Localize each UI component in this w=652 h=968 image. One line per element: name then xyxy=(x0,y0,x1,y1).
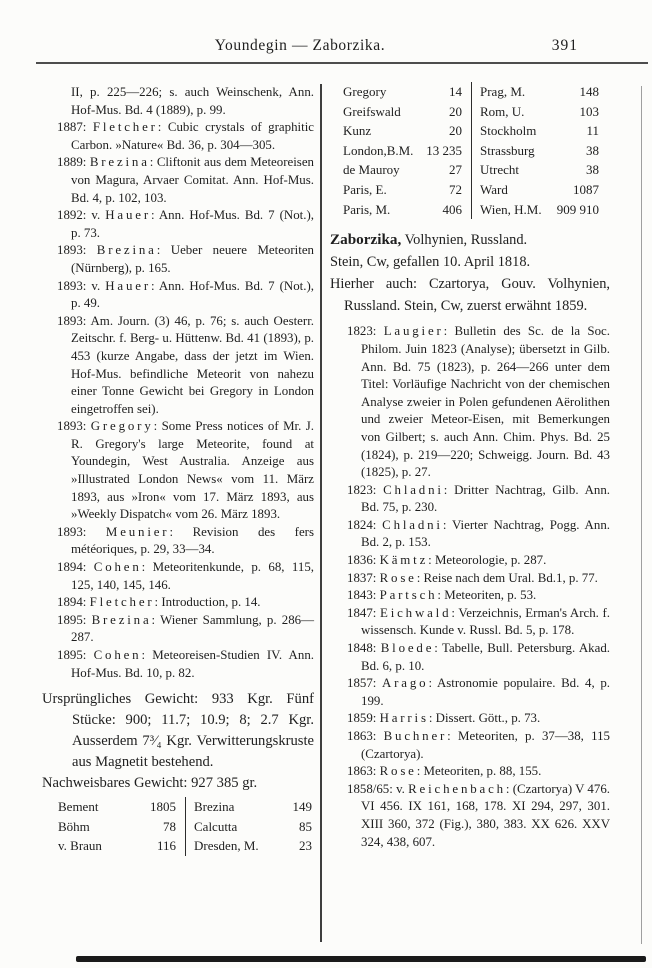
bibliography-entry xyxy=(347,605,610,640)
right-column xyxy=(330,82,610,851)
entry-year: 1894: xyxy=(57,595,90,610)
collection-name: Ward xyxy=(480,181,508,197)
entry-separator: : xyxy=(156,243,171,258)
entry-separator: : xyxy=(443,482,455,497)
locality-region: Volhynien, Russland. xyxy=(401,232,528,249)
entry-year: 1889: xyxy=(57,155,90,170)
entry-text: Ann. Hof-Mus. Bd. 7 (Not.), p. 49. xyxy=(71,278,314,311)
bibliography-entry xyxy=(57,647,314,682)
entry-author: Chladni xyxy=(383,482,444,497)
bibliography-entry xyxy=(57,119,314,154)
collection-weight: 20 xyxy=(449,123,462,139)
entry-separator: : xyxy=(157,120,168,135)
collection-weight: 27 xyxy=(449,162,462,178)
table-cell-pair xyxy=(472,141,599,161)
bibliography-entry xyxy=(347,570,610,588)
entry-text: Reise nach dem Ural. Bd.1, p. 77. xyxy=(423,570,598,585)
entry-separator: : xyxy=(428,711,436,726)
bibliography-entry xyxy=(347,587,610,605)
entry-author: Meunier xyxy=(105,524,170,539)
entry-text: Ann. Hof-Mus. Bd. 7 (Not.), p. 73. xyxy=(71,208,314,240)
entry-separator: : xyxy=(416,570,424,585)
entry-text: Meteoreisen-Studien IV. Ann. Hof-Mus. Bd. 10, p. 82. xyxy=(71,648,314,680)
collection-name: Gregory xyxy=(343,84,387,99)
entry-author: Kämtz xyxy=(379,553,429,568)
bibliography-entry xyxy=(347,710,610,728)
entry-author: Brezina xyxy=(89,155,150,170)
collection-name: Brezina xyxy=(194,799,235,815)
table-cell-pair xyxy=(58,797,186,817)
table-row xyxy=(343,121,599,141)
collection-name: Paris, M. xyxy=(343,201,391,217)
collection-weight: 103 xyxy=(579,103,599,119)
collection-weight: 148 xyxy=(579,84,599,99)
entry-year: 1823: xyxy=(347,482,384,497)
entry-text: Meteoriten, p. 53. xyxy=(444,588,537,603)
entry-year: 1823: xyxy=(347,324,384,339)
table-cell-pair xyxy=(343,141,472,161)
zaborzika-bibliography-list xyxy=(330,323,610,851)
table-cell-pair xyxy=(472,82,599,102)
bibliography-entry xyxy=(57,418,314,524)
table-cell-pair xyxy=(343,200,472,220)
entry-separator: : xyxy=(149,155,157,170)
bibliography-entry xyxy=(57,559,314,594)
entry-text: Astronomie populaire. Bd. 4, p. 199. xyxy=(361,676,611,708)
entry-author: Fletcher xyxy=(92,120,158,135)
entry-author: Bloede xyxy=(380,641,435,656)
entry-separator: : xyxy=(169,524,193,539)
collection-name: Utrecht xyxy=(480,162,519,178)
table-cell-pair xyxy=(343,121,472,141)
table-cell-pair xyxy=(472,200,599,220)
entry-author: Brezina xyxy=(91,612,152,627)
youndegin-bibliography-list xyxy=(42,84,314,682)
table-row xyxy=(58,836,312,856)
bibliography-entry xyxy=(347,482,610,517)
entry-separator: : xyxy=(505,781,513,796)
collection-name: Calcutta xyxy=(194,818,238,834)
entry-year: 1895: xyxy=(57,648,94,662)
table-cell-pair xyxy=(343,102,472,122)
weight-distribution-table-left xyxy=(58,797,312,856)
collection-weight: 1087 xyxy=(573,181,599,197)
entry-separator: : xyxy=(437,588,445,603)
collection-name: Rom, U. xyxy=(480,103,525,119)
entry-text: II, p. 225—226; s. auch Weinschenk, Ann. Hof-Mus. Bd. 4 (1889), p. 99. xyxy=(71,85,314,117)
entry-separator: : xyxy=(416,764,424,779)
entry-year: 1893: xyxy=(57,419,91,434)
entry-separator: : xyxy=(434,641,442,656)
entry-text: Am. Journ. (3) 46, p. 76; s. auch Oesterr. Zeitschr. f. Berg- u. Hüttenw. Bd. 41 (1893), p. 453 (kurze Angabe, dass der jetzt im Wien. Hof-Mus. befindliche Meteorit von nahezu einer Tonne Gewicht bei Gregory in London eingetroffen sei). xyxy=(71,313,314,416)
page-number: 391 xyxy=(551,37,578,54)
entry-author-prefix: v. xyxy=(91,278,106,293)
scan-artifact-bar xyxy=(76,956,646,962)
collection-weight: 38 xyxy=(586,162,599,178)
entry-author-prefix: v. xyxy=(91,208,106,223)
weight-distribution-table-right xyxy=(343,82,599,219)
entry-separator: : xyxy=(154,595,162,610)
collection-name: Kunz xyxy=(343,123,372,139)
table-cell-pair xyxy=(472,160,599,180)
collection-name: v. Braun xyxy=(58,838,102,854)
collection-weight: 72 xyxy=(449,181,462,197)
entry-author: Hauer xyxy=(105,208,151,223)
collection-weight: 406 xyxy=(442,201,462,217)
entry-separator: : xyxy=(141,560,153,575)
bibliography-entry xyxy=(57,242,314,277)
collection-name: Wien, H.M. xyxy=(480,201,542,217)
entry-text: Some Press notices of Mr. J. R. Gregory's large Meteorite, found at Youndegin, West Australia. Anzeige aus »Illustrated London News« vom 11. März 1893, aus »Iron« vom 17. März 1893, aus »Weekly Dispatch« vom 26. März 1893. xyxy=(71,419,314,522)
entry-text: Vierter Nachtrag, Pogg. Ann. Bd. 2, p. 153. xyxy=(361,517,610,550)
entry-year: 1843: xyxy=(347,588,380,603)
entry-year: 1894: xyxy=(57,560,94,575)
locality-name: Zaborzika, xyxy=(330,231,402,249)
entry-author: Partsch xyxy=(379,588,438,603)
locality-heading xyxy=(330,229,610,317)
table-row xyxy=(58,797,312,817)
header-rule xyxy=(36,62,648,64)
table-row xyxy=(343,141,599,161)
collection-weight: 20 xyxy=(449,103,462,119)
entry-text: Meteoriten, p. 88, 155. xyxy=(423,764,542,779)
entry-year: 1892: xyxy=(57,208,92,223)
entry-year: 1836: xyxy=(347,553,380,568)
table-cell-pair xyxy=(472,121,599,141)
entry-author: Reichenbach xyxy=(408,781,506,796)
entry-text: Verzeichnis, Erman's Arch. f. wissensch. Kunde v. Russl. Bd. 5, p. 178. xyxy=(361,605,611,638)
entry-author: Fletcher xyxy=(89,595,155,610)
entry-author: Cohen xyxy=(93,648,142,662)
bibliography-entry xyxy=(347,781,610,851)
collection-weight: 149 xyxy=(292,799,312,815)
bibliography-entry xyxy=(57,207,314,242)
table-cell-pair xyxy=(343,160,472,180)
collection-weight: 116 xyxy=(156,838,176,854)
entry-text: Ueber neuere Meteoriten (Nürnberg), p. 165. xyxy=(71,243,315,275)
entry-year: 1824: xyxy=(347,517,383,532)
entry-author: Buchner xyxy=(383,729,448,743)
entry-year: 1863: xyxy=(347,729,384,743)
table-row xyxy=(343,200,599,220)
entry-author: Cohen xyxy=(93,560,142,575)
table-cell-pair xyxy=(472,180,599,200)
entry-separator: : xyxy=(451,605,459,620)
locality-fall-line: Stein, Cw, gefallen 10. April 1818. xyxy=(330,253,531,270)
entry-separator: : xyxy=(442,517,452,532)
table-cell-pair xyxy=(186,836,312,856)
collection-name: Dresden, M. xyxy=(194,838,259,854)
collection-name: Bement xyxy=(58,799,99,815)
entry-separator: : xyxy=(428,553,435,568)
table-cell-pair xyxy=(343,180,472,200)
entry-text: Revision des fers météoriques, p. 29, 33—34. xyxy=(71,524,314,557)
table-cell-pair xyxy=(186,817,312,837)
collection-name: Paris, E. xyxy=(343,181,387,197)
collection-weight: 1805 xyxy=(150,799,176,815)
entry-text: Introduction, p. 14. xyxy=(161,595,261,610)
bibliography-entry xyxy=(347,552,610,570)
bibliography-entry xyxy=(347,675,610,710)
bibliography-entry xyxy=(57,594,314,612)
entry-author: Arago xyxy=(382,676,429,691)
entry-year: 1858/65: xyxy=(347,781,397,796)
collection-weight: 85 xyxy=(299,818,312,834)
entry-separator: : xyxy=(141,648,153,662)
collection-weight: 13 235 xyxy=(426,142,462,158)
entry-text: Meteoritenkunde, p. 68, 115, 125, 140, 145, 146. xyxy=(71,560,315,592)
entry-author: Rose xyxy=(379,570,417,585)
table-row xyxy=(343,160,599,180)
entry-text: (Czartorya) V 476. VI 456. IX 161, 168, 178. XI 294, 297, 301. XIII 360, 372 (Fig.), 380, 383. XX 626. XXV 324, 438, 607. xyxy=(361,781,610,849)
table-cell-pair xyxy=(472,102,599,122)
bibliography-entry xyxy=(347,728,610,763)
entry-year: 1857: xyxy=(347,676,383,691)
entry-text: Dritter Nachtrag, Gilb. Ann. Bd. 75, p. 230. xyxy=(361,482,611,515)
collection-name: de Mauroy xyxy=(343,162,400,178)
entry-year: 1895: xyxy=(57,612,92,627)
table-row xyxy=(58,817,312,837)
entry-year: 1847: xyxy=(347,605,380,620)
locality-name-line xyxy=(330,229,610,252)
entry-text: Tabelle, Bull. Petersburg. Akad. Bd. 6, p. 10. xyxy=(361,641,610,673)
entry-text: Bulletin des Sc. de la Soc. Philom. Juin 1823 (Analyse); übersetzt in Gilb. Ann. Bd. 75 (1823), p. 264—266 unter dem Titel: Vorläufige Nachricht von der chemischen Analyse zweier in Polen gefundenen Aërolithen und zweier Meteor-Eisen, mit Bemerkungen von Gilbert; s. auch Ann. Chim. Phys. Bd. 25 (1824), p. 219—220; Schweigg. Journ. Bd. 43 (1825), p. 27. xyxy=(361,324,610,480)
entry-separator: : xyxy=(153,419,162,434)
collection-name: Prag, M. xyxy=(480,84,526,99)
bibliography-entry xyxy=(57,154,314,207)
column-divider-rule xyxy=(320,84,322,942)
collection-name: Strassburg xyxy=(480,142,535,158)
entry-text: Cliftonit aus dem Meteoreisen von Magura, Arvaer Comitat. Ann. Hof-Mus. Bd. 4, p. 102, 103. xyxy=(71,155,314,205)
entry-separator: : xyxy=(443,324,455,339)
entry-text: Cubic crystals of graphitic Carbon. »Nature« Bd. 36, p. 304—305. xyxy=(71,120,314,152)
collection-weight: 14 xyxy=(449,84,462,99)
collection-name: Stockholm xyxy=(480,123,537,139)
collection-weight: 11 xyxy=(586,123,599,139)
original-weight-paragraph: Ursprüngliches Gewicht: 933 Kgr. Fünf Stücke: 900; 11.7; 10.9; 8; 2.7 Kgr. Ausserdem 7³⁄₄ Kgr. Verwitterungskruste aus Magnetit bestehend. xyxy=(42,691,314,770)
collection-weight: 78 xyxy=(163,818,176,834)
entry-author: Brezina xyxy=(96,243,157,258)
collection-name: Böhm xyxy=(58,818,90,834)
entry-year: 1893: xyxy=(57,313,91,328)
entry-separator: : xyxy=(151,612,161,627)
entry-year: 1848: xyxy=(347,641,381,656)
verified-weight-line: Nachweisbares Gewicht: 927 385 gr. xyxy=(42,775,258,792)
entry-year: 1859: xyxy=(347,711,380,726)
entry-year: 1893: xyxy=(57,524,106,539)
bibliography-entry xyxy=(57,313,314,419)
bibliography-entry xyxy=(57,278,314,313)
bibliography-entry xyxy=(347,763,610,781)
collection-weight: 909 910 xyxy=(556,201,599,217)
entry-author: Rose xyxy=(379,764,417,779)
bibliography-entry xyxy=(347,640,610,675)
entry-separator: : xyxy=(150,278,159,293)
entry-text: Wiener Sammlung, p. 286—287. xyxy=(71,612,315,645)
entry-author: Laugier xyxy=(383,324,444,339)
entry-year: 1893: xyxy=(57,243,97,258)
entry-separator: : xyxy=(150,208,159,223)
bibliography-entry xyxy=(57,612,314,647)
table-cell-pair xyxy=(343,82,472,102)
table-row xyxy=(343,180,599,200)
table-row xyxy=(343,102,599,122)
entry-year: 1863: xyxy=(347,764,380,779)
entry-text: Meteoriten, p. 37—38, 115 (Czartorya). xyxy=(361,729,610,761)
entry-year: 1837: xyxy=(347,570,380,585)
entry-author: Eichwald xyxy=(379,605,452,620)
entry-separator: : xyxy=(428,676,437,691)
collection-name: Greifswald xyxy=(343,103,401,119)
entry-separator: : xyxy=(447,729,459,743)
collection-weight: 38 xyxy=(586,142,599,158)
table-cell-pair xyxy=(58,836,186,856)
entry-year: 1893: xyxy=(57,278,92,293)
entry-author: Harris xyxy=(379,711,429,726)
entry-author-prefix: v. xyxy=(396,781,409,796)
table-cell-pair xyxy=(186,797,312,817)
entry-text: Meteorologie, p. 287. xyxy=(434,553,547,568)
entry-year: 1887: xyxy=(57,120,93,135)
table-row xyxy=(343,82,599,102)
bibliography-entry xyxy=(347,323,610,481)
running-title: Youndegin — Zaborzika. xyxy=(214,37,386,54)
left-column xyxy=(42,84,314,856)
bibliography-entry xyxy=(57,84,314,119)
entry-text: Dissert. Gött., p. 73. xyxy=(435,711,541,726)
entry-author: Hauer xyxy=(105,278,151,293)
bibliography-entry xyxy=(347,517,610,552)
collection-name: London,B.M. xyxy=(343,142,414,158)
locality-also-line: Hierher auch: Czartorya, Gouv. Volhynien, Russland. Stein, Cw, zuerst erwähnt 1859. xyxy=(330,275,610,314)
collection-weight: 23 xyxy=(299,838,312,854)
entry-author: Gregory xyxy=(90,419,154,434)
entry-author: Chladni xyxy=(382,517,443,532)
bibliography-entry xyxy=(57,524,314,559)
page-edge-rule xyxy=(641,86,642,944)
table-cell-pair xyxy=(58,817,186,837)
